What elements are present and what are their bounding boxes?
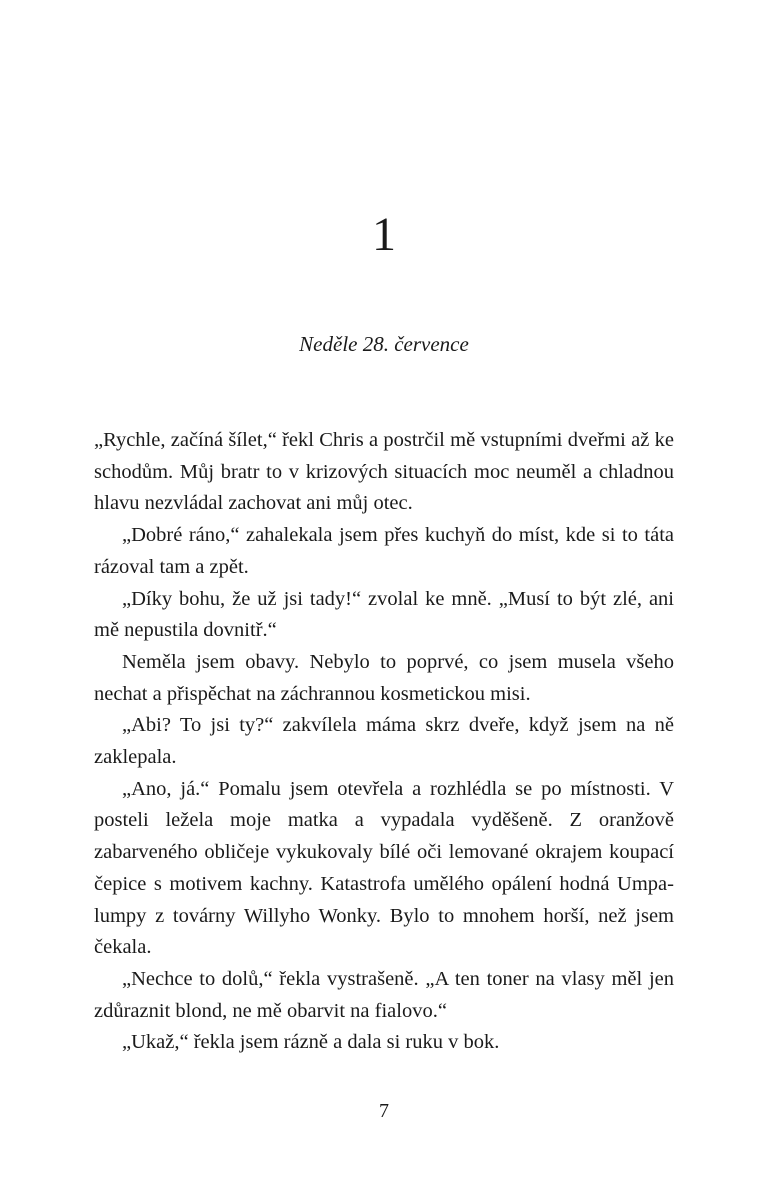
- page-number: 7: [379, 1100, 389, 1122]
- paragraph: „Nechce to dolů,“ řekla vystrašeně. „A ten toner na vlasy měl jen zdůraznit blond, ne mě obarvit na fialovo.“: [94, 967, 674, 1022]
- chapter-body: [94, 425, 674, 1059]
- paragraph: „Ano, já.“ Pomalu jsem otevřela a rozhlédla se po místnosti. V posteli ležela moje matka a vypadala vyděšeně. Z oranžově zabarveného obličeje vykukovaly bílé oči lemované okrajem koupací čepice s motivem kachny. Katastrofa umělého opálení hodná Umpa-lumpy z továrny Willyho Wonky. Bylo to mnohem horší, než jsem čekala.: [94, 777, 674, 959]
- paragraph: „Dobré ráno,“ zahalekala jsem přes kuchyň do míst, kde si to táta rázoval tam a zpět.: [94, 524, 674, 578]
- chapter-date: Neděle 28. července: [299, 332, 469, 356]
- paragraph: „Díky bohu, že už jsi tady!“ zvolal ke mně. „Musí to být zlé, ani mě nepustila dovnitř.“: [94, 587, 674, 642]
- paragraph: Neměla jsem obavy. Nebylo to poprvé, co jsem musela všeho nechat a přispěchat na záchrannou kosmetickou misi.: [94, 650, 674, 705]
- paragraph: „Rychle, začíná šílet,“ řekl Chris a postrčil mě vstupními dveřmi až ke schodům. Můj bratr to v krizových situacích moc neuměl a chladnou hlavu nezvládal zachovat ani můj otec.: [94, 429, 674, 515]
- chapter-number: 1: [372, 208, 396, 261]
- paragraph: „Abi? To jsi ty?“ zakvílela máma skrz dveře, když jsem na ně zaklepala.: [94, 714, 674, 769]
- paragraph: „Ukaž,“ řekla jsem rázně a dala si ruku v bok.: [122, 1031, 500, 1054]
